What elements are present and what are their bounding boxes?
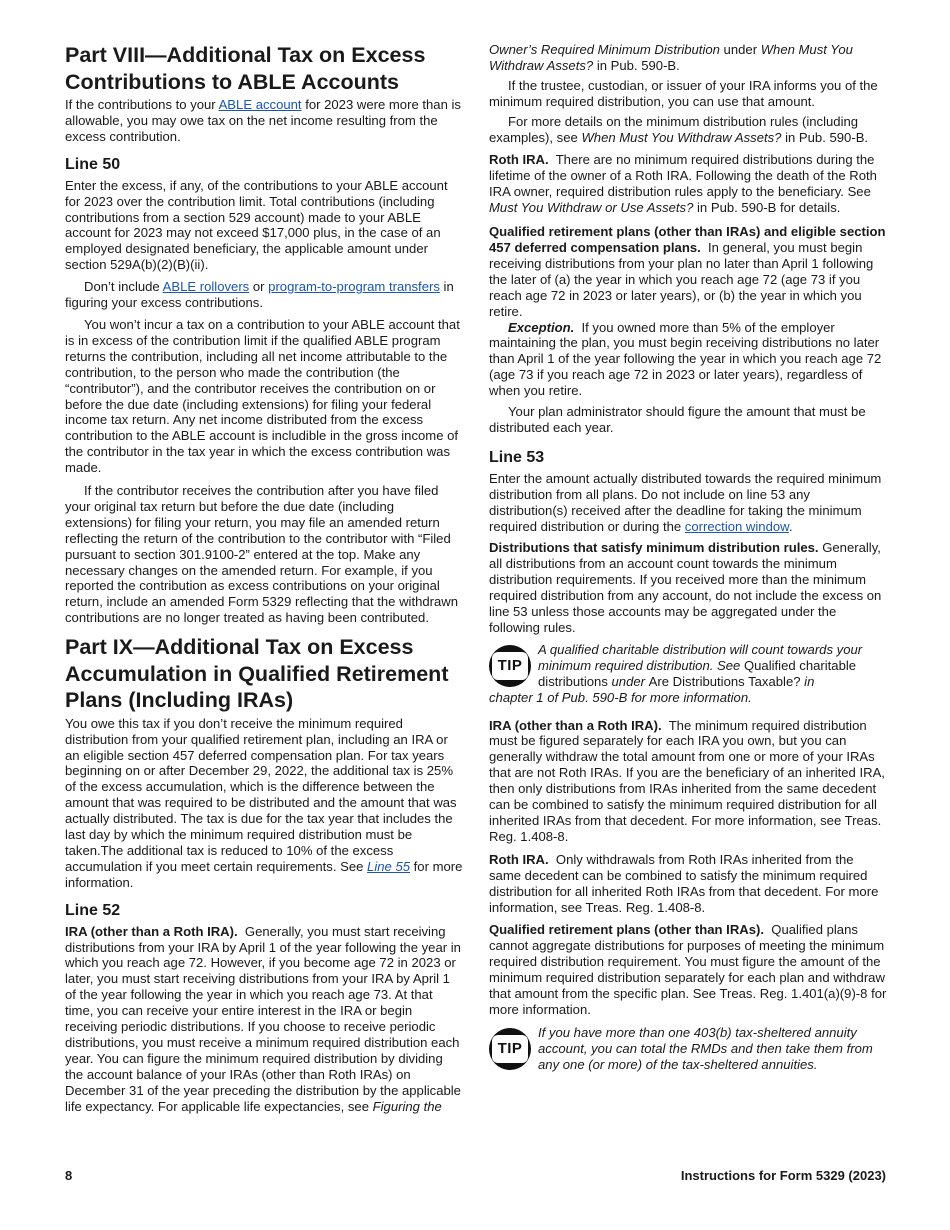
able-account-link[interactable]: ABLE account bbox=[218, 97, 302, 112]
footer-form-title: Instructions for Form 5329 (2023) bbox=[680, 1168, 886, 1183]
roth-ira-paragraph: Roth IRA. There are no minimum required distributions during the lifetime of the owner of a Roth IRA. Following the death of the Roth IRA owner, required distribution rules apply to the beneficiary. See Must You Withdraw or Use Assets? in Pub. 590-B for details. bbox=[489, 152, 877, 216]
part9-intro: You owe this tax if you don’t receive the minimum required distribution from your qualified retirement plan, including an IRA or an eligible section 457 deferred compensation plan. For tax years beginning on or after December 29, 2022, the additional tax is 25% of the excess accumulation, which is the difference between the amount that was required to be distributed and the amount that was actually distributed. The tax is due for the tax year that includes the last day by which the minimum required distribution must be taken.The additional tax is reduced to 10% of the excess accumulation if you meet certain requirements. See Line 55 for more information. bbox=[65, 715, 463, 890]
line50-heading: Line 50 bbox=[65, 155, 121, 173]
line50-paragraph-3: You won’t incur a tax on a contribution to your ABLE account that is in excess of the contribution limit if the qualified ABLE program returns the contribution, including all net income attributable to the contribution, to the person who made the contribution (the “contributor”), and the contributor receives the contribution on or before the due date (including extensions) for filing your federal income tax return. Any net income distributed from the excess contribution to the ABLE account is includible in the gross income of the contributor in the tax year in which the excess contribution was made. bbox=[65, 316, 460, 476]
correction-window-link[interactable]: correction window bbox=[684, 518, 789, 534]
qualified-plans-paragraph: Qualified retirement plans (other than IRAs) and eligible section 457 deferred compensation plans. In general, you must begin receiving distributions from your plan no later than April 1 following the later of (a) the year in which you reach age 72 (age 73 if you reach age 72 in 2023 or later years), or (b) the year in which you retire. bbox=[489, 224, 886, 319]
line50-paragraph-1: Enter the excess, if any, of the contributions to your ABLE account for 2023 over the contribution limit. Total contributions (including contributions from a section 529 account) made to your ABLE account for 2023 may not exceed $17,000 plus, in the case of an employed designated beneficiary, the applicable amount under section 529A(b)(2)(B)(ii). bbox=[65, 177, 448, 273]
continued-paragraph: Owner’s Required Minimum Distribution under When Must You Withdraw Assets? in Pub. 590-B. bbox=[489, 42, 853, 73]
exception-paragraph: Exception. If you owned more than 5% of the employer maintaining the plan, you must begin receiving distributions no later than April 1 of the year following the year in which you reach age 72 (age 73 if you reach age 72 in 2023 or later years), regardless of when you retire. bbox=[489, 319, 882, 399]
trustee-paragraph: If the trustee, custodian, or issuer of your IRA informs you of the minimum required distribution, you can use that amount. bbox=[489, 77, 878, 109]
left-column bbox=[65, 42, 463, 1121]
distributions-rules-paragraph: Distributions that satisfy minimum distribution rules. Generally, all distributions from an account count towards the minimum distribution requirements. If you received more than the minimum required distribution from any account, do not include the excess on line 53 unless those accounts may be aggregated under the following rules. bbox=[489, 540, 882, 635]
ira-aggregation-paragraph: IRA (other than a Roth IRA). The minimum required distribution must be figured separately for each IRA you own, but you can generally withdraw the total amount from one or more of your IRAs that are not Roth IRAs. If you are the beneficiary of an inherited IRA, then only distributions from IRAs inherited from the same decedent can be combined to satisfy the minimum required distribution for all inherited IRAs from that decedent. For more information, see Treas. Reg. 1.408-8. bbox=[489, 717, 885, 844]
line52-paragraph: IRA (other than a Roth IRA). Generally, you must start receiving distributions from your IRA by April 1 of the year following the year in which you reach age 72. However, if you become age 72 in 2023 or later, you must start receiving distributions from your IRA by April 1 of the year following the year in which you reach age 73. At that time, you can receive your entire interest in the IRA or begin receiving periodic distributions. If you choose to receive periodic distributions, you must receive a minimum required distribution each year. You can figure the minimum required distribution by dividing the account balance of your IRAs (other than Roth IRAs) on December 31 of the year preceding the distribution by the applicable life expectancy. For applicable life expectancies, see Figuring the bbox=[65, 923, 461, 1114]
part9-heading: Part IX—Additional Tax on Excess Accumulation in Qualified Retirement Plans (Including IRAs) bbox=[65, 635, 449, 713]
part8-heading: Part VIII—Additional Tax on Excess Contributions to ABLE Accounts bbox=[65, 43, 426, 94]
tip-box-charitable: TIP A qualified charitable distribution will count towards your minimum required distribution. See Qualified charitable distributions under Are Distributions Taxable? in chapter 1 of Pub. 590-B for more information. bbox=[489, 641, 863, 705]
part8-intro: If the contributions to your ABLE account for 2023 were more than is allowable, you may owe tax on the net income resulting from the excess contribution. bbox=[65, 97, 461, 144]
line52-heading: Line 52 bbox=[65, 901, 121, 919]
line50-paragraph-2: Don’t include ABLE rollovers or program-to-program transfers in figuring your excess contributions. bbox=[65, 279, 454, 311]
line55-link[interactable]: Line 55 bbox=[367, 858, 411, 874]
line50-paragraph-4: If the contributor receives the contribution after you have filed your original tax return but before the due date (including extensions) for filing your return, you may file an amended return reflecting the return of the contribution to the contributor with “Filed pursuant to section 301.9100-2” entered at the top. Make any necessary changes on the amended return. For example, if you reported the contribution as excess contributions on your original return, include an amended Form 5329 reflecting that the withdrawn contributions are no longer treated as having been contributed. bbox=[65, 483, 459, 626]
roth-aggregation-paragraph: Roth IRA. Only withdrawals from Roth IRAs inherited from the same decedent can be combined to satisfy the minimum required distribution for all inherited Roth IRAs from that decedent. For more information, see Treas. Reg. 1.408-8. bbox=[489, 851, 879, 915]
tip-box-403b: TIP If you have more than one 403(b) tax-sheltered annuity account, you can total the RMDs and then take them from any one (or more) of the tax-sheltered annuities. bbox=[489, 1025, 887, 1073]
page-number: 8 bbox=[65, 1168, 73, 1183]
program-transfers-link[interactable]: program-to-program transfers bbox=[268, 279, 440, 295]
tip-icon: TIP bbox=[489, 645, 531, 687]
tip-icon: TIP bbox=[489, 1028, 531, 1070]
line53-heading: Line 53 bbox=[489, 448, 545, 466]
qualified-plans-aggregation-paragraph: Qualified retirement plans (other than IRAs). Qualified plans cannot aggregate distributions for purposes of meeting the minimum required distribution requirement. You must figure the amount of the minimum required distribution separately for each plan and withdraw that amount from the specific plan. See Treas. Reg. 1.401(a)(9)-8 for more information. bbox=[489, 922, 887, 1017]
right-column bbox=[489, 42, 887, 1085]
details-paragraph: For more details on the minimum distribution rules (including examples), see When Must You Withdraw Assets? in Pub. 590-B. bbox=[489, 113, 869, 145]
administrator-paragraph: Your plan administrator should figure the amount that must be distributed each year. bbox=[489, 404, 866, 435]
line53-paragraph: Enter the amount actually distributed towards the required minimum distribution from all plans. Do not include on line 53 any distribution(s) received after the deadline for taking the minimum required distribution or during the correction window. bbox=[489, 470, 882, 534]
able-rollovers-link[interactable]: ABLE rollovers bbox=[162, 279, 250, 295]
